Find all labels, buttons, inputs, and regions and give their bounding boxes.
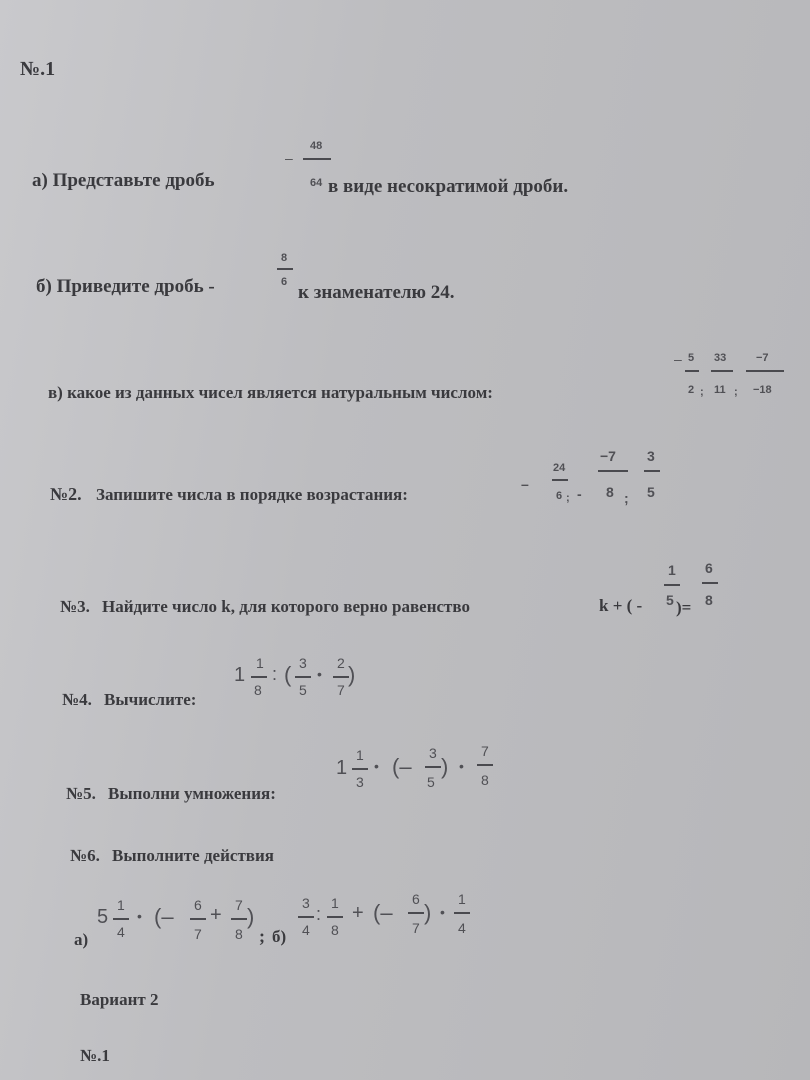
task-label: №3. <box>60 597 90 616</box>
mixed-whole: 5 <box>97 906 109 928</box>
open-paren: (– <box>392 754 412 779</box>
separator: ; <box>734 386 738 398</box>
fraction-numerator: 1 <box>458 891 466 907</box>
fraction-numerator: 48 <box>310 140 323 152</box>
fraction-bar <box>454 912 470 914</box>
fraction-bar <box>352 768 368 770</box>
fraction-numerator: −7 <box>756 352 769 364</box>
fraction-denominator: 5 <box>666 592 674 608</box>
task-label: №6. <box>70 846 100 865</box>
fraction-bar <box>552 479 568 481</box>
fraction-numerator: 1 <box>331 895 339 911</box>
task-1a-suffix: в виде несократимой дроби. <box>328 176 569 197</box>
fraction-numerator: 6 <box>705 560 713 576</box>
fraction-bar <box>303 158 331 160</box>
open-paren: (– <box>373 900 393 925</box>
separator: ; <box>700 386 704 398</box>
task-1b-suffix: к знаменателю 24. <box>298 282 455 303</box>
fraction-bar <box>598 470 628 472</box>
fraction-denominator: 4 <box>117 924 125 940</box>
fraction-bar <box>685 370 699 372</box>
fraction-bar <box>425 766 441 768</box>
close-paren: ) <box>247 904 255 929</box>
task-text: Найдите число k, для которого верно равенство <box>102 597 470 616</box>
fraction-bar <box>644 470 660 472</box>
multiply-dot: • <box>317 666 322 682</box>
fraction-denominator: 2 <box>688 384 695 396</box>
fraction-denominator: 7 <box>194 926 202 942</box>
fraction-bar <box>251 676 267 678</box>
fraction-sign: – <box>674 351 682 367</box>
separator: ; <box>259 926 265 946</box>
mixed-whole: 1 <box>336 757 348 779</box>
fraction-numerator: 3 <box>429 745 437 761</box>
fraction-bar <box>408 912 424 914</box>
task-label: №4. <box>62 690 92 709</box>
fraction-bar <box>231 918 247 920</box>
task-label: №5. <box>66 784 96 803</box>
variant-2-number: №.1 <box>80 1046 110 1065</box>
multiply-dot: • <box>459 758 464 774</box>
colon: : <box>272 664 278 684</box>
fraction-bar <box>295 676 311 678</box>
task-1a-prefix: а) Представьте дробь <box>32 170 215 191</box>
fraction-denominator: 6 <box>556 490 563 502</box>
close-paren: ) <box>348 662 356 687</box>
task-text: Выполни умножения: <box>108 784 276 803</box>
close-paren: ) <box>441 754 449 779</box>
fraction-numerator: 3 <box>647 448 655 464</box>
open-paren: (– <box>154 904 174 929</box>
fraction-bar <box>190 918 206 920</box>
task-text: Запишите числа в порядке возрастания: <box>96 485 408 504</box>
fraction-sign: - <box>577 486 582 502</box>
fraction-bar <box>702 582 718 584</box>
fraction-denominator: 5 <box>647 484 655 500</box>
fraction-denominator: 6 <box>281 276 288 288</box>
fraction-numerator: 6 <box>412 891 420 907</box>
variant-heading: Вариант 2 <box>80 990 159 1009</box>
multiply-dot: • <box>137 908 142 924</box>
fraction-numerator: 1 <box>117 897 125 913</box>
fraction-denominator: 11 <box>714 384 726 396</box>
fraction-numerator: 1 <box>668 562 676 578</box>
fraction-bar <box>277 268 293 270</box>
fraction-numerator: 24 <box>553 462 566 474</box>
multiply-dot: • <box>374 758 379 774</box>
fraction-denominator: 7 <box>337 682 345 698</box>
fraction-numerator: 3 <box>302 895 310 911</box>
fraction-denominator: 3 <box>356 774 364 790</box>
part-b-label: б) <box>272 927 287 946</box>
fraction-numerator: 7 <box>235 897 243 913</box>
fraction-numerator: −7 <box>600 448 616 464</box>
plus-sign: + <box>352 902 364 924</box>
fraction-denominator: 4 <box>458 920 466 936</box>
fraction-numerator: 3 <box>299 655 307 671</box>
task-text: Выполните действия <box>112 846 274 865</box>
fraction-bar <box>746 370 784 372</box>
colon: : <box>316 904 322 924</box>
fraction-numerator: 1 <box>356 747 364 763</box>
fraction-denominator: 8 <box>606 484 614 500</box>
fraction-bar <box>477 764 493 766</box>
equation-start: k + ( - <box>599 596 643 615</box>
open-paren: ( <box>284 662 292 687</box>
equals-sign: )= <box>676 598 692 617</box>
fraction-denominator: 64 <box>310 177 323 189</box>
multiply-dot: • <box>440 904 445 920</box>
task-1b-prefix: б) Приведите дробь - <box>36 276 215 297</box>
fraction-denominator: 8 <box>254 682 262 698</box>
task-text: Вычислите: <box>104 690 197 709</box>
fraction-bar <box>298 916 314 918</box>
plus-sign: + <box>210 904 222 926</box>
page-number: №.1 <box>20 58 56 80</box>
fraction-bar <box>113 918 129 920</box>
fraction-numerator: 1 <box>256 655 264 671</box>
fraction-bar <box>664 584 680 586</box>
fraction-denominator: 5 <box>299 682 307 698</box>
fraction-denominator: −18 <box>753 384 772 396</box>
fraction-bar <box>711 370 733 372</box>
fraction-denominator: 8 <box>331 922 339 938</box>
task-label: №2. <box>50 484 82 504</box>
part-a-label: а) <box>74 930 89 949</box>
fraction-bar <box>327 916 343 918</box>
fraction-numerator: 33 <box>714 352 727 364</box>
fraction-bar <box>333 676 349 678</box>
fraction-sign: – <box>521 476 529 492</box>
separator: ; <box>624 490 629 506</box>
fraction-numerator: 5 <box>688 352 695 364</box>
fraction-numerator: 6 <box>194 897 202 913</box>
mixed-whole: 1 <box>234 664 246 686</box>
task-1c-prefix: в) какое из данных чисел является натуральным числом: <box>48 383 493 402</box>
fraction-denominator: 8 <box>235 926 243 942</box>
fraction-denominator: 5 <box>427 774 435 790</box>
fraction-sign: – <box>285 150 293 166</box>
fraction-denominator: 7 <box>412 920 420 936</box>
separator: ; <box>566 492 570 504</box>
fraction-denominator: 4 <box>302 922 310 938</box>
fraction-numerator: 8 <box>281 252 288 264</box>
close-paren: ) <box>424 900 432 925</box>
fraction-denominator: 8 <box>481 772 489 788</box>
fraction-denominator: 8 <box>705 592 713 608</box>
fraction-numerator: 2 <box>337 655 345 671</box>
fraction-numerator: 7 <box>481 743 489 759</box>
